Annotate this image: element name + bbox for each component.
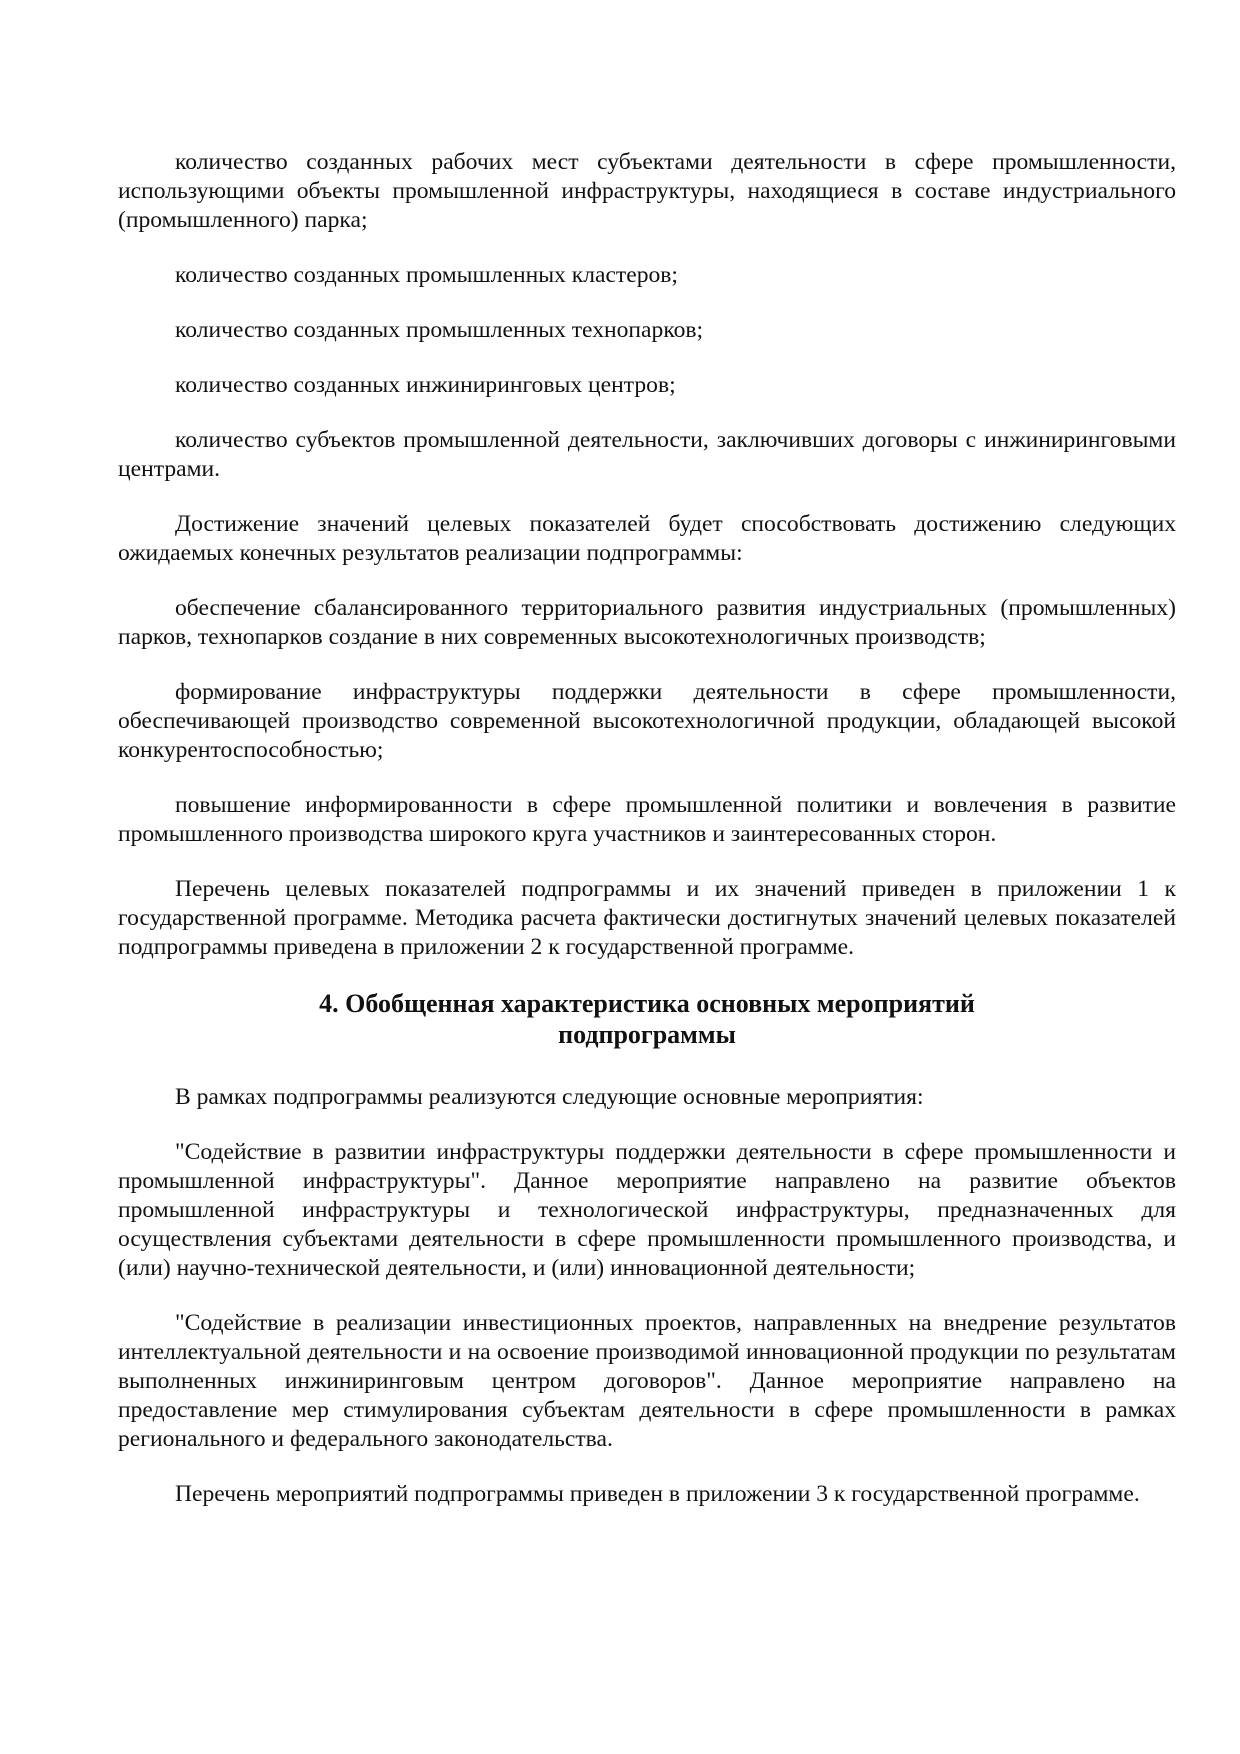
paragraph-balanced-development: обеспечение сбалансированного территориального развития индустриальных (промышленных) парков, технопарков создание в них современных высокотехнологичных производств; — [118, 595, 1176, 650]
paragraph-awareness: повышение информированности в сфере промышленной политики и вовлечения в развитие промышленного производства широкого круга участников и заинтересованных сторон. — [118, 792, 1176, 847]
section-heading — [118, 988, 1176, 1050]
paragraph-expected-results-intro: Достижение значений целевых показателей будет способствовать достижению следующих ожидаемых конечных результатов реализации подпрограммы: — [118, 511, 1176, 566]
paragraph-engineering-centers: количество созданных инжиниринговых центров; — [175, 372, 676, 398]
paragraph-activities-intro: В рамках подпрограммы реализуются следующие основные мероприятия: — [175, 1084, 924, 1110]
paragraph-clusters: количество созданных промышленных кластеров; — [175, 262, 678, 288]
paragraph-contracts: количество субъектов промышленной деятельности, заключивших договоры с инжиниринговыми центрами. — [118, 427, 1176, 482]
section-heading-line-2: подпрограммы — [558, 1020, 736, 1049]
paragraph-activity-investment: "Содействие в реализации инвестиционных проектов, направленных на внедрение результатов интеллектуальной деятельности и на освоение производимой инновационной продукции по результатам выполненных инжиниринговым центром договоров". Данное мероприятие направлено на предоставление мер стимулирования субъектам деятельности в сфере промышленности в рамках регионального и федерального законодательства. — [118, 1310, 1176, 1452]
paragraph-activity-infrastructure: "Содействие в развитии инфраструктуры поддержки деятельности в сфере промышленности и промышленной инфраструктуры". Данное мероприятие направлено на развитие объектов промышленной инфраструктуры и технологической инфраструктуры, предназначенных для осуществления субъектами деятельности в сфере промышленности промышленного производства, и (или) научно-технической деятельности, и (или) инновационной деятельности; — [118, 1139, 1176, 1281]
document-page — [118, 148, 1176, 1535]
paragraph-infrastructure-formation: формирование инфраструктуры поддержки деятельности в сфере промышленности, обеспечивающей производство современной высокотехнологичной продукции, обладающей высокой конкурентоспособностью; — [118, 679, 1176, 763]
paragraph-indicators-list: Перечень целевых показателей подпрограммы и их значений приведен в приложении 1 к государственной программе. Методика расчета фактически достигнутых значений целевых показателей подпрограммы приведена в приложении 2 к государственной программе. — [118, 876, 1176, 960]
paragraph-technoparks: количество созданных промышленных технопарков; — [175, 317, 704, 343]
section-heading-line-1: 4. Обобщенная характеристика основных мероприятий — [319, 989, 975, 1018]
paragraph-jobs-created: количество созданных рабочих мест субъектами деятельности в сфере промышленности, использующими объекты промышленной инфраструктуры, находящиеся в составе индустриального (промышленного) парка; — [118, 149, 1176, 233]
paragraph-activities-list: Перечень мероприятий подпрограммы приведен в приложении 3 к государственной программе. — [175, 1481, 1140, 1507]
